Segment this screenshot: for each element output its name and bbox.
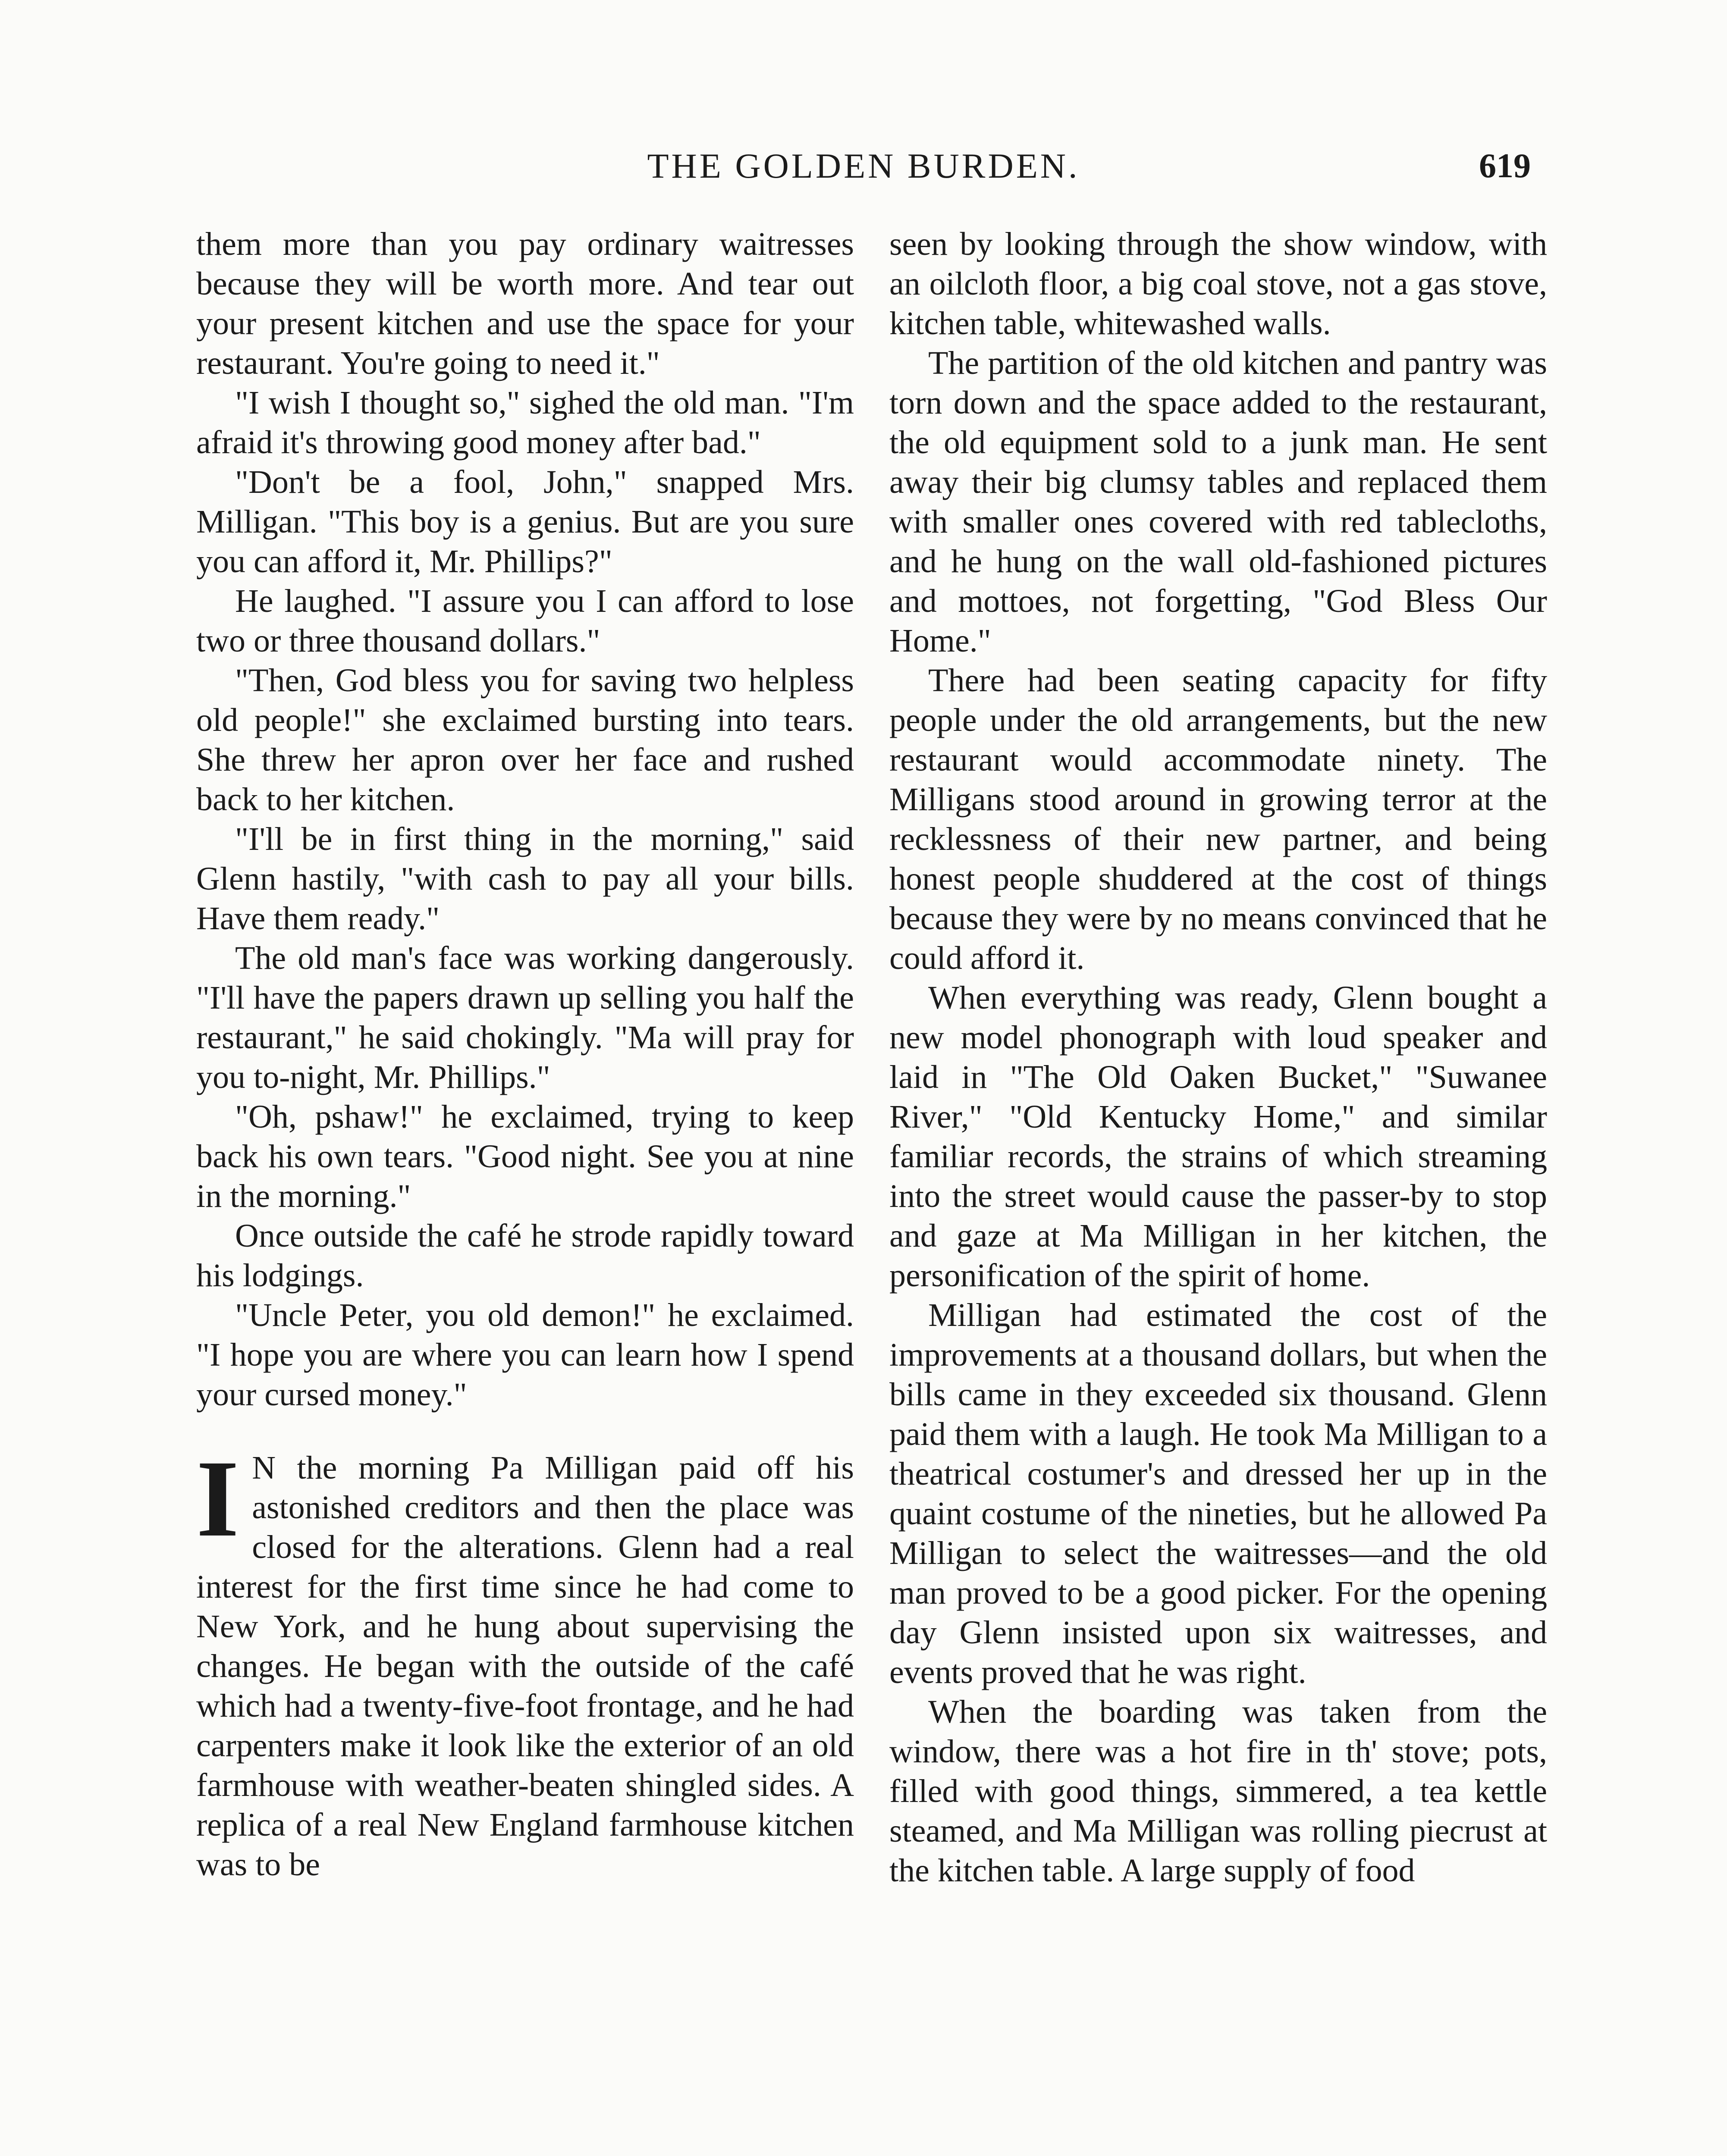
paragraph: "I'll be in first thing in the morning," said Glenn hastily, "with cash to pay all your bills. Have them ready." — [196, 821, 854, 937]
page-number: 619 — [1479, 147, 1531, 185]
paragraph: "Then, God bless you for saving two helpless old people!" she exclaimed bursting into tears. She threw her apron over her face and rushed back to her kitchen. — [196, 662, 854, 818]
paragraph: He laughed. "I assure you I can afford to lose two or three thousand dollars." — [196, 583, 854, 659]
running-head — [196, 142, 1531, 190]
paragraph: The old man's face was working dangerously. "I'll have the papers drawn up selling you half the restaurant," he said chokingly. "Ma will pray for you to-night, Mr. Phillips." — [196, 940, 854, 1095]
running-title: THE GOLDEN BURDEN. — [647, 146, 1080, 185]
paragraph: There had been seating capacity for fifty people under the old arrangements, but the new restaurant would accommodate ninety. The Milligans stood around in growing terror at the recklessness of their new partner, and being honest people shuddered at the cost of things because they were by no means convinced that he could afford it. — [889, 662, 1547, 976]
paragraph: seen by looking through the show window, with an oilcloth floor, a big coal stove, not a gas stove, kitchen table, whitewashed walls. — [889, 226, 1547, 342]
drop-cap: I — [196, 1438, 239, 1560]
paragraph: Once outside the café he strode rapidly toward his lodgings. — [196, 1218, 854, 1294]
paragraph: "Don't be a fool, John," snapped Mrs. Milligan. "This boy is a genius. But are you sure you can afford it, Mr. Phillips?" — [196, 464, 854, 580]
paragraph: "I wish I thought so," sighed the old man. "I'm afraid it's throwing good money after bad." — [196, 385, 854, 461]
paragraph: them more than you pay ordinary waitresses because they will be worth more. And tear out your present kitchen and use the space for your restaurant. You're going to need it." — [196, 226, 854, 381]
section-opening-paragraph — [196, 1438, 854, 1884]
right-column — [889, 224, 1547, 1890]
paragraph: When the boarding was taken from the window, there was a hot fire in th' stove; pots, filled with good things, simmered, a tea kettle steamed, and Ma Milligan was rolling piecrust at the kitchen table. A large supply of food — [889, 1694, 1547, 1889]
paragraph: The partition of the old kitchen and pantry was torn down and the space added to the restaurant, the old equipment sold to a junk man. He sent away their big clumsy tables and replaced them with smaller ones covered with red tablecloths, and he hung on the wall old-fashioned pictures and mottoes, not forgetting, "God Bless Our Home." — [889, 345, 1547, 659]
paragraph: When everything was ready, Glenn bought a new model phonograph with loud speaker and laid in "The Old Oaken Bucket," "Suwanee River," "Old Kentucky Home," and similar familiar records, the strains of which streaming into the street would cause the passer-by to stop and gaze at Ma Milligan in her kitchen, the personification of the spirit of home. — [889, 980, 1547, 1294]
paragraph: "Uncle Peter, you old demon!" he exclaimed. "I hope you are where you can learn how I spend your cursed money." — [196, 1297, 854, 1413]
section-opening-text: N the morning Pa Milligan paid off his astonished creditors and then the place was closed for the alterations. Glenn had a real interest for the first time since he had come to New York, and he hung about supervising the changes. He began with the outside of the café which had a twenty-five-foot frontage, and he had carpenters make it look like the exterior of an old farmhouse with weather-beaten shingled sides. A replica of a real New England farmhouse kitchen was to be — [196, 1450, 854, 1883]
left-column — [196, 224, 854, 1884]
paragraph: Milligan had estimated the cost of the improvements at a thousand dollars, but when the bills came in they exceeded six thousand. Glenn paid them with a laugh. He took Ma Milligan to a theatrical costumer's and dressed her up in the quaint costume of the nineties, but he allowed Pa Milligan to select the waitresses—and the old man proved to be a good picker. For the opening day Glenn insisted upon six waitresses, and events proved that he was right. — [889, 1297, 1547, 1690]
paragraph: "Oh, pshaw!" he exclaimed, trying to keep back his own tears. "Good night. See you at nine in the morning." — [196, 1099, 854, 1214]
